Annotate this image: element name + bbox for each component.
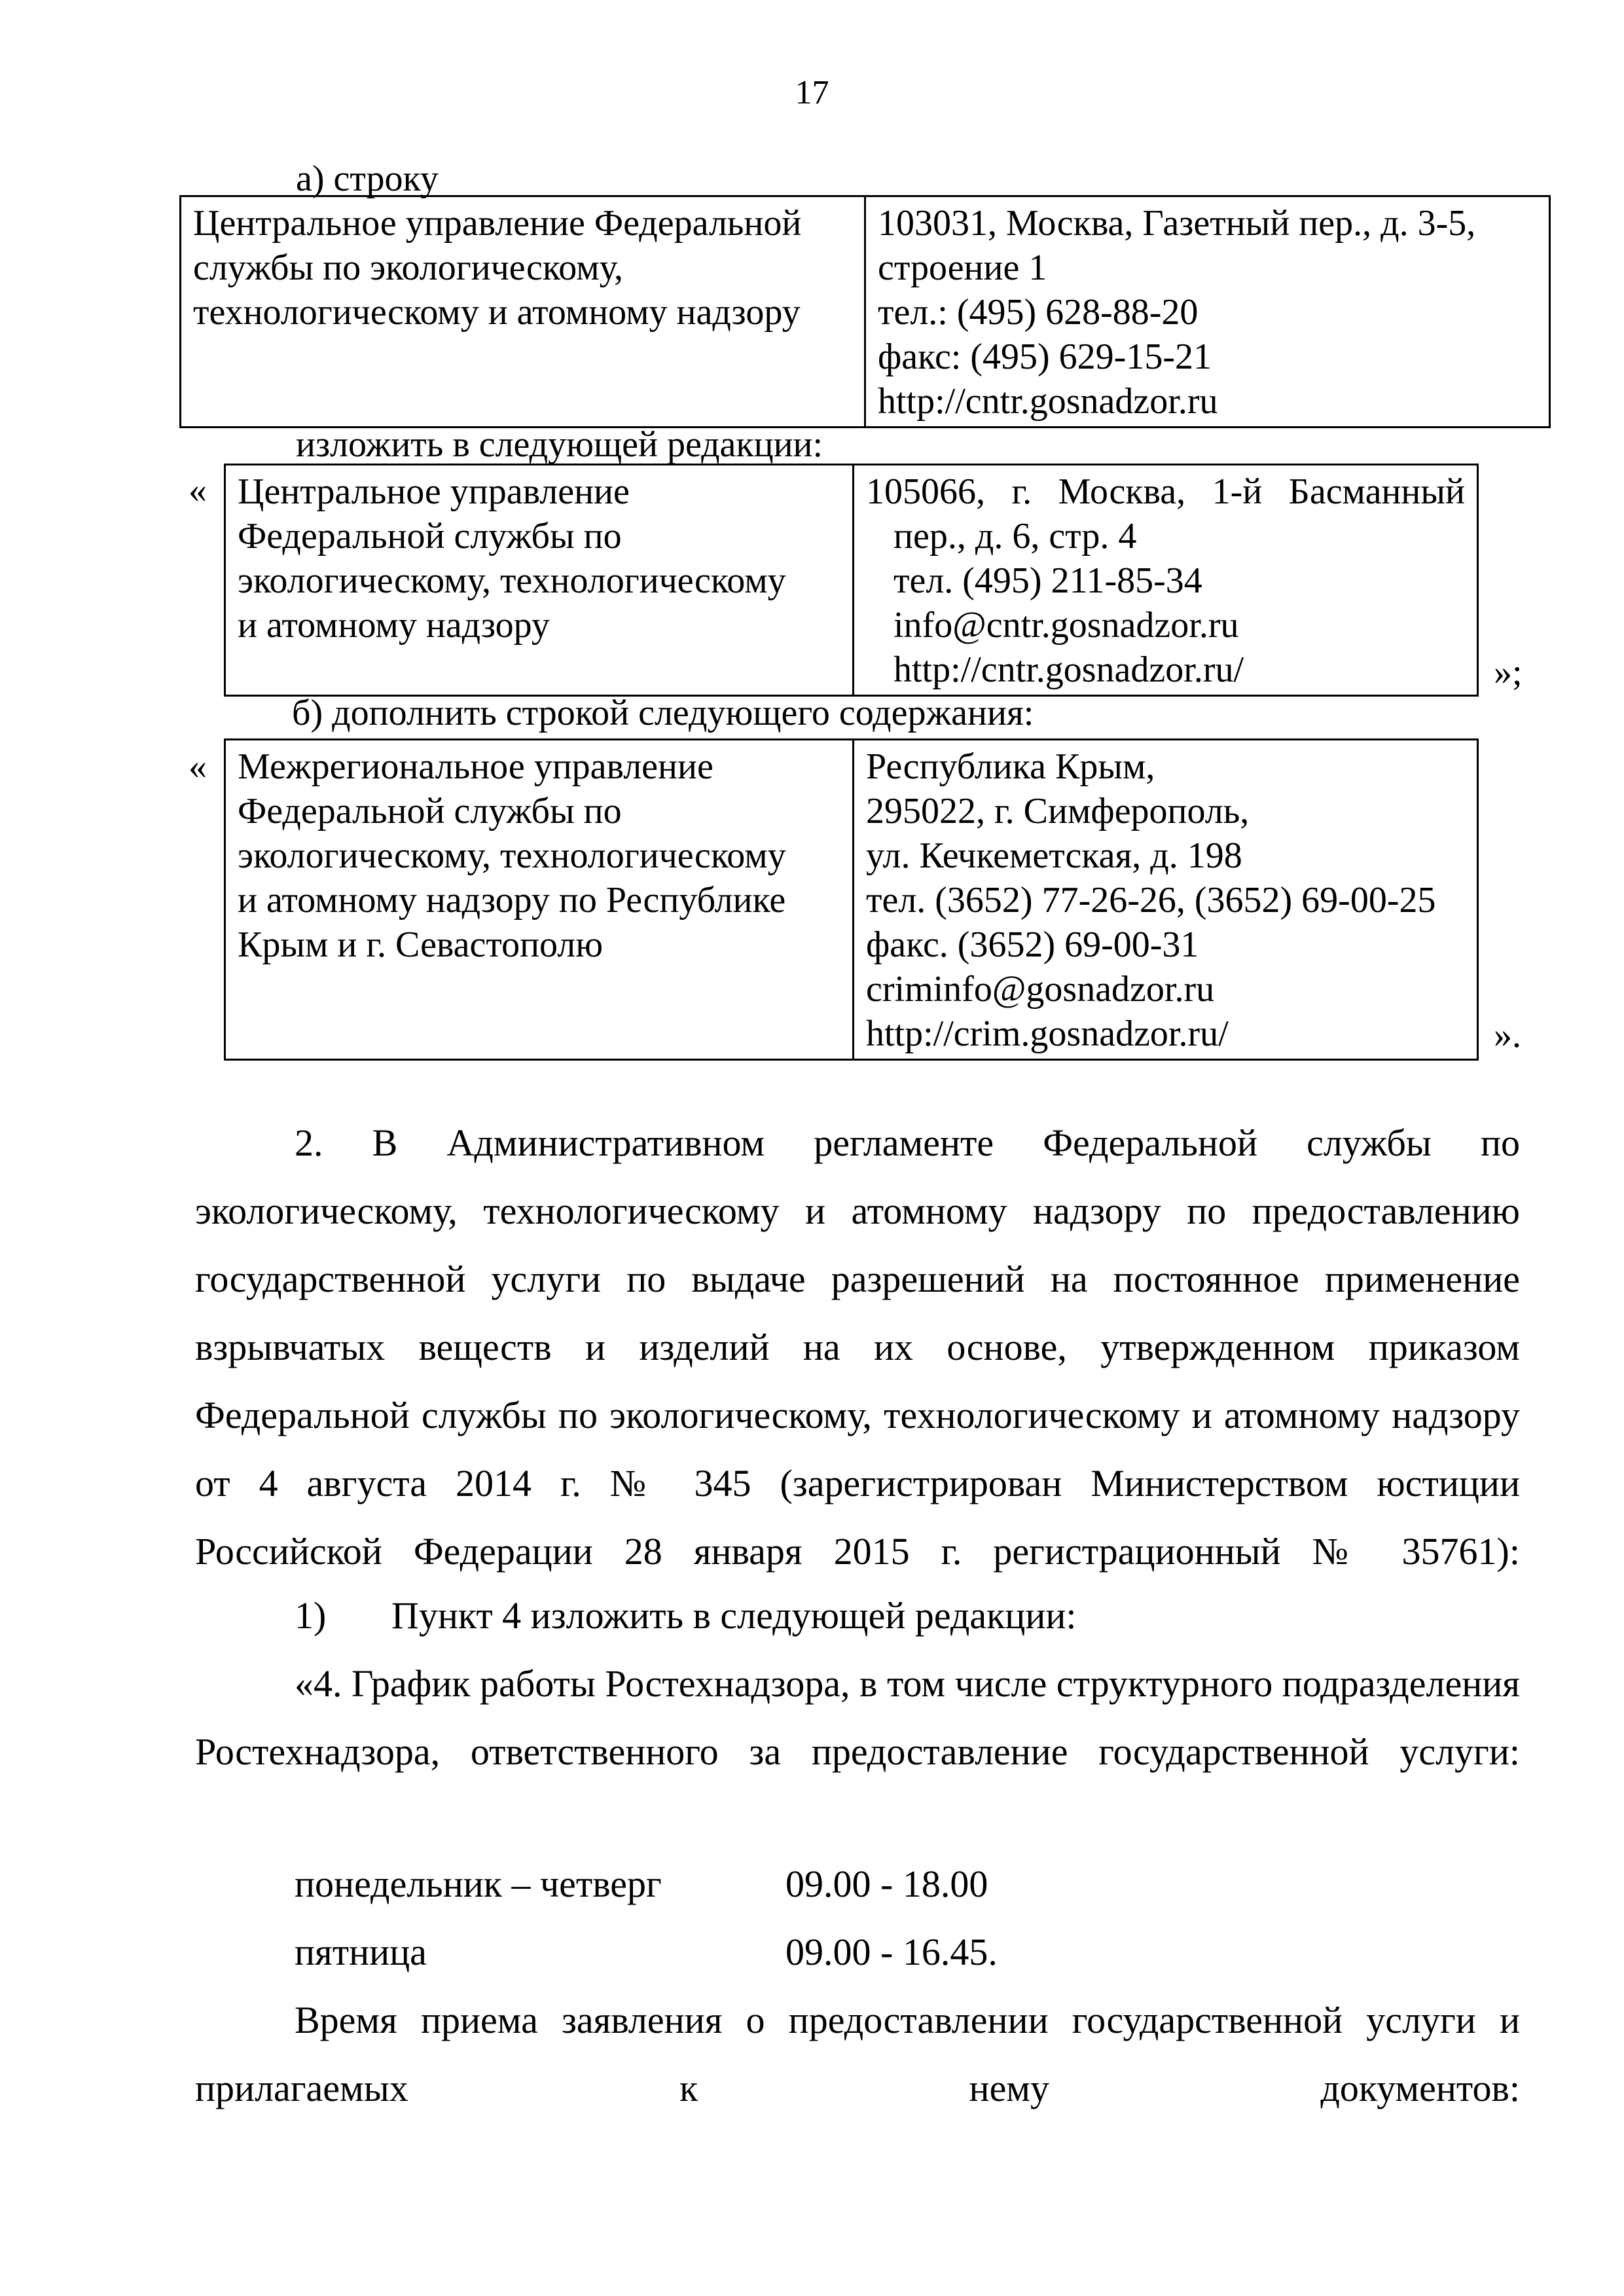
new-row-table [224,464,1479,697]
close-quote-b: ». [1494,1015,1521,1055]
old-row-table [179,195,1551,428]
open-quote-b: « [189,746,207,787]
close-quote-a: »; [1494,652,1523,693]
replace-label: изложить в следующей редакции: [296,424,823,465]
paragraph-4: «4. График работы Ростехнадзора, в том числе структурного подразделения Ростехнадзора, ответственного за предоставление государственной услуги: [195,1662,1520,1773]
old-row-name: Центральное управление Федеральной службы по экологическому, технологическому и атомному надзору [181,196,865,428]
open-quote-a: « [189,470,207,511]
item-1-text: Пункт 4 изложить в следующей редакции: [391,1594,1077,1637]
schedule-day-1: понедельник – четверг [295,1863,662,1905]
page-number: 17 [795,74,829,111]
new-entry-name: Межрегиональное управление Федеральной службы по экологическому, технологическому и атомному надзору по Республике Крым и г. Севастополю [225,740,854,1060]
new-entry-table [224,738,1479,1061]
schedule-hours-2: 09.00 - 16.45. [785,1931,998,1973]
old-row-address: 103031, Москва, Газетный пер., д. 3-5, строение 1 тел.: (495) 628-88-20 факс: (495) 629-15-21 http://cntr.gosnadzor.ru [865,196,1550,428]
schedule-day-2: пятница [295,1931,427,1973]
new-row-address-rest: пер., д. 6, стр. 4 тел. (495) 211-85-34 info@cntr.gosnadzor.ru http://cntr.gosnadzor.ru/ [893,516,1244,690]
schedule-hours-1: 09.00 - 18.00 [785,1863,988,1905]
new-row-name: Центральное управление Федеральной службы по экологическому, технологическому и атомному надзору [225,465,854,696]
paragraph-time: Время приема заявления о предоставлении государственной услуги и прилагаемых к нему документов: [195,1999,1520,2109]
paragraph-2: 2. В Административном регламенте Федеральной службы по экологическому, технологическому и атомному надзору по предоставлению государственной услуги по выдаче разрешений на постоянное применение взрывчатых веществ и изделий на их основе, утвержденном приказом Федеральной службы по экологическому, технологическому и атомному надзору от 4 августа 2014 г. № 345 (зарегистрирован Министерством юстиции Российской Федерации 28 января 2015 г. регистрационный № 35761): [195,1121,1520,1573]
new-row-address-line1: 105066, г. Москва, 1-й Басманный [866,471,1465,512]
new-entry-address: Республика Крым, 295022, г. Симферополь, ул. Кечкеметская, д. 198 тел. (3652) 77-26-26, (3652) 69-00-25 факс. (3652) 69-00-31 criminfo@gosnadzor.ru http://crim.gosnadzor.ru/ [854,740,1478,1060]
section-a-label: а) строку [296,158,439,199]
section-b-label: б) дополнить строкой следующего содержания: [292,693,1034,733]
item-1-number: 1) [295,1594,327,1637]
new-row-address [854,465,1478,696]
